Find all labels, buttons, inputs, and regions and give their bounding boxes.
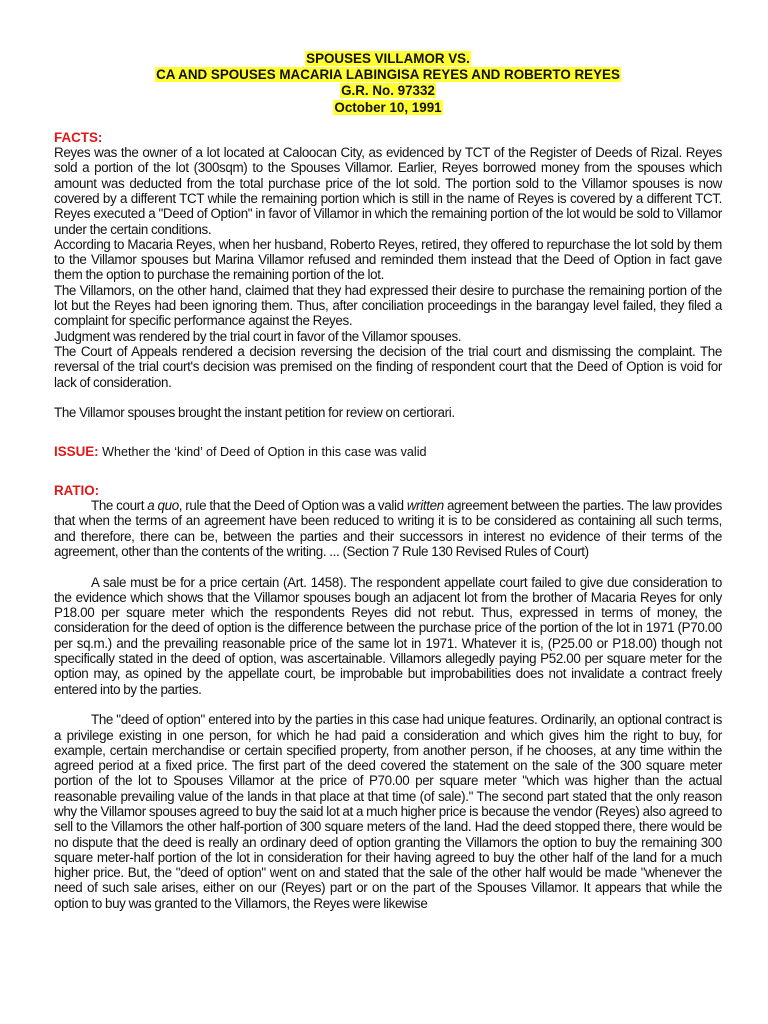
facts-paragraph: Judgment was rendered by the trial court in favor of the Villamor spouses.: [54, 328, 462, 344]
case-title-line1: SPOUSES VILLAMOR VS.: [306, 51, 470, 66]
issue-section: [54, 444, 722, 460]
ratio-text: , rule that the Deed of Option was a valid: [178, 498, 407, 514]
case-number: G.R. No. 97332: [341, 83, 435, 99]
case-title-block: [54, 51, 722, 116]
ratio-italic-a-quo: a quo: [147, 498, 179, 514]
ratio-italic-written: written: [406, 498, 444, 514]
case-title-line2: CA AND SPOUSES MACARIA LABINGISA REYES AND ROBERTO REYES: [156, 67, 620, 83]
ratio-heading: RATIO:: [54, 482, 100, 498]
ratio-text: The court: [91, 498, 148, 514]
facts-section: [54, 145, 722, 420]
issue-heading: ISSUE:: [54, 444, 99, 460]
case-date: October 10, 1991: [334, 99, 442, 115]
ratio-paragraph-3: The "deed of option" entered into by the parties in this case had unique features. Ordinarily, an optional contract is a privilege existing in one person, for which he had paid a consideration and which gives him the right to buy, for example, certain merchandise or certain specified property, from another person, if he chooses, at any time within the agreed period at a fixed price. The first part of the deed covered the statement on the sale of the 300 square meter portion of the lot to Spouses Villamor at the price of P70.00 per square meter "which was higher than the actual reasonable prevailing value of the lands in that place at that time (of sale)." The second part stated that the only reason why the Villamor spouses agreed to buy the said lot at a much higher price is because the vendor (Reyes) also agreed to sell to the Villamors the other half-portion of 300 square meters of the land. Had the deed stopped there, there would be no dispute that the deed is really an ordinary deed of option granting the Villamors the option to buy the remaining 300 square meter-half portion of the lot in consideration for their having agreed to buy the other half of the land for a much higher price. But, the "deed of option" went on and stated that the sale of the other half would be made "whenever the need of such sale arises, either on our (Reyes) part or on the part of the Spouses Villamor. It appears that while the option to buy was granted to the Villamors, the Reyes were likewise: [54, 712, 722, 911]
document-page: [54, 51, 722, 911]
issue-text: Whether the ‘kind’ of Deed of Option in this case was valid: [98, 445, 427, 460]
facts-heading: FACTS:: [54, 129, 103, 145]
facts-closing: The Villamor spouses brought the instant petition for review on certiorari.: [54, 405, 455, 421]
facts-paragraph: The Villamors, on the other hand, claimed that they had expressed their desire to purchase the remaining portion of the lot but the Reyes had been ignoring them. Thus, after conciliation proceedings in the barangay level failed, they filed a complaint for specific performance against the Reyes.: [54, 282, 722, 329]
ratio-paragraph-2: A sale must be for a price certain (Art. 1458). The respondent appellate court failed to give due consideration to the evidence which shows that the Villamor spouses bough an adjacent lot from the brother of Macaria Reyes for only P18.00 per square meter which the respondents Reyes did not rebut. Thus, expressed in terms of money, the consideration for the deed of option is the difference between the purchase price of the portion of the lot in 1971 (P70.00 per sq.m.) and the prevailing reasonable price of the same lot in 1971. Whatever it is, (P25.00 or P18.00) though not specifically stated in the deed of option, was ascertainable. Villamors allegedly paying P52.00 per square meter for the option may, as opined by the appellate court, be improbable but improbabilities does not invalidate a contract freely entered into by the parties.: [54, 574, 722, 697]
facts-paragraph: The Court of Appeals rendered a decision reversing the decision of the trial court and dismissing the complaint. The reversal of the trial court's decision was premised on the finding of respondent court that the Deed of Option is void for lack of consideration.: [54, 343, 722, 390]
facts-paragraph: According to Macaria Reyes, when her husband, Roberto Reyes, retired, they offered to repurchase the lot sold by them to the Villamor spouses but Marina Villamor refused and reminded them instead that the Deed of Option in fact gave them the option to purchase the remaining portion of the lot.: [54, 236, 722, 283]
ratio-text: agreement between the parties. The law provides that when the terms of an agreement have been reduced to writing it is to be considered as containing all such terms, and therefore, there can be, between the parties and their successors in interest no evidence of their terms of the agreement, other than the contents of the writing. ... (Section 7 Rule 130 Revised Rules of Court): [54, 498, 722, 559]
ratio-section: [54, 498, 722, 911]
ratio-paragraph-1: [54, 498, 722, 559]
facts-paragraph: Reyes was the owner of a lot located at Caloocan City, as evidenced by TCT of the Register of Deeds of Rizal. Reyes sold a portion of the lot (300sqm) to the Spouses Villamor. Earlier, Reyes borrowed money from the spouses which amount was deducted from the total purchase price of the lot sold. The portion sold to the Villamor spouses is now covered by a different TCT while the remaining portion which is still in the name of Reyes is covered by a different TCT. Reyes executed a "Deed of Option" in favor of Villamor in which the remaining portion of the lot would be sold to Villamor under the certain conditions.: [54, 145, 722, 237]
